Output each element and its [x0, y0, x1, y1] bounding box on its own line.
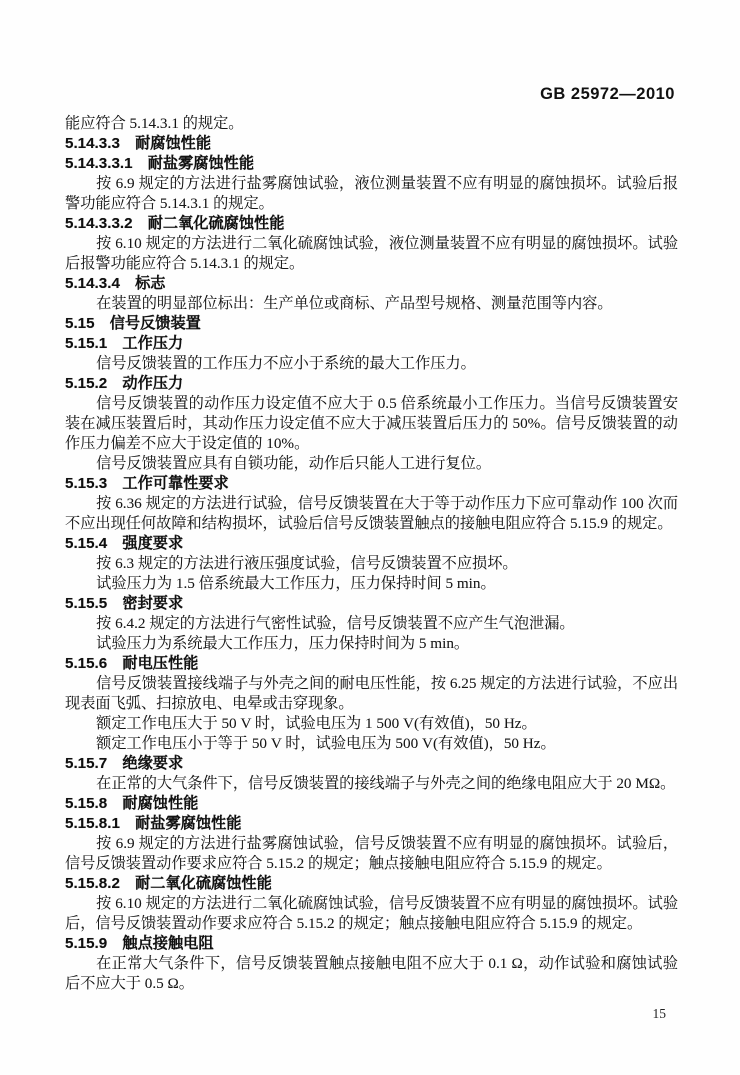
heading-5-15-2: 5.15.2 动作压力 — [65, 375, 184, 392]
page-number: 15 — [652, 1006, 666, 1021]
document-body — [65, 114, 678, 994]
doc-paragraph: 信号反馈装置的工作压力不应小于系统的最大工作压力。 — [96, 355, 476, 372]
heading-5-15-1: 5.15.1 工作压力 — [65, 335, 184, 352]
heading-5-14-3-3: 5.14.3.3 耐腐蚀性能 — [65, 135, 212, 152]
doc-paragraph: 额定工作电压小于等于 50 V 时，试验电压为 500 V(有效值)，50 Hz。 — [96, 735, 556, 752]
heading-5-15-7: 5.15.7 绝缘要求 — [65, 755, 184, 772]
doc-paragraph: 按 6.10 规定的方法进行二氧化硫腐蚀试验，信号反馈装置不应有明显的腐蚀损坏。试验后，信号反馈装置动作要求应符合 5.15.2 的规定；触点接触电阻应符合 5.15.9 的规定。 — [65, 895, 678, 932]
heading-5-15-3: 5.15.3 工作可靠性要求 — [65, 475, 229, 492]
heading-5-15-4: 5.15.4 强度要求 — [65, 535, 184, 552]
doc-paragraph: 信号反馈装置的动作压力设定值不应大于 0.5 倍系统最小工作压力。当信号反馈装置安装在减压装置后时，其动作压力设定值不应大于减压装置后压力的 50%。信号反馈装置的动作压力偏差不应大于设定值的 10%。 — [65, 395, 678, 452]
doc-paragraph: 按 6.36 规定的方法进行试验，信号反馈装置在大于等于动作压力下应可靠动作 100 次而不应出现任何故障和结构损坏，试验后信号反馈装置触点的接触电阻应符合 5.15.9 的规定。 — [65, 495, 678, 532]
heading-5-14-3-4: 5.14.3.4 标志 — [65, 275, 166, 292]
continuation-paragraph: 能应符合 5.14.3.1 的规定。 — [65, 115, 244, 132]
heading-5-14-3-3-1: 5.14.3.3.1 耐盐雾腐蚀性能 — [65, 155, 255, 172]
standard-number-header: GB 25972—2010 — [540, 85, 675, 103]
heading-5-15-8: 5.15.8 耐腐蚀性能 — [65, 795, 199, 812]
heading-5-15-8-1: 5.15.8.1 耐盐雾腐蚀性能 — [65, 815, 242, 832]
heading-5-15-9: 5.15.9 触点接触电阻 — [65, 935, 214, 952]
heading-5-15-8-2: 5.15.8.2 耐二氧化硫腐蚀性能 — [65, 875, 272, 892]
doc-paragraph: 信号反馈装置应具有自锁功能，动作后只能人工进行复位。 — [96, 455, 492, 472]
doc-paragraph: 按 6.10 规定的方法进行二氧化硫腐蚀试验，液位测量装置不应有明显的腐蚀损坏。试验后报警功能应符合 5.14.3.1 的规定。 — [65, 235, 678, 272]
doc-paragraph: 在正常的大气条件下，信号反馈装置的接线端子与外壳之间的绝缘电阻应大于 20 MΩ。 — [96, 775, 676, 792]
doc-paragraph: 按 6.9 规定的方法进行盐雾腐蚀试验，信号反馈装置不应有明显的腐蚀损坏。试验后，信号反馈装置动作要求应符合 5.15.2 的规定；触点接触电阻应符合 5.15.9 的规定。 — [65, 835, 678, 872]
doc-paragraph: 按 6.3 规定的方法进行液压强度试验，信号反馈装置不应损坏。 — [96, 555, 518, 572]
doc-paragraph: 按 6.4.2 规定的方法进行气密性试验，信号反馈装置不应产生气泡泄漏。 — [96, 615, 575, 632]
heading-5-15-6: 5.15.6 耐电压性能 — [65, 655, 199, 672]
heading-5-15-5: 5.15.5 密封要求 — [65, 595, 184, 612]
doc-paragraph: 在装置的明显部位标出：生产单位或商标、产品型号规格、测量范围等内容。 — [96, 295, 613, 312]
doc-paragraph: 试验压力为 1.5 倍系统最大工作压力，压力保持时间 5 min。 — [96, 575, 496, 592]
doc-paragraph: 在正常大气条件下，信号反馈装置触点接触电阻不应大于 0.1 Ω，动作试验和腐蚀试验后不应大于 0.5 Ω。 — [65, 955, 678, 992]
heading-5-14-3-3-2: 5.14.3.3.2 耐二氧化硫腐蚀性能 — [65, 215, 285, 232]
doc-paragraph: 试验压力为系统最大工作压力，压力保持时间为 5 min。 — [96, 635, 470, 652]
doc-paragraph: 按 6.9 规定的方法进行盐雾腐蚀试验，液位测量装置不应有明显的腐蚀损坏。试验后报警功能应符合 5.14.3.1 的规定。 — [65, 175, 678, 212]
heading-5-15: 5.15 信号反馈装置 — [65, 315, 201, 332]
doc-paragraph: 额定工作电压大于 50 V 时，试验电压为 1 500 V(有效值)，50 Hz。 — [96, 715, 537, 732]
doc-paragraph: 信号反馈装置接线端子与外壳之间的耐电压性能，按 6.25 规定的方法进行试验，不应出现表面飞弧、扫掠放电、电晕或击穿现象。 — [65, 675, 678, 712]
